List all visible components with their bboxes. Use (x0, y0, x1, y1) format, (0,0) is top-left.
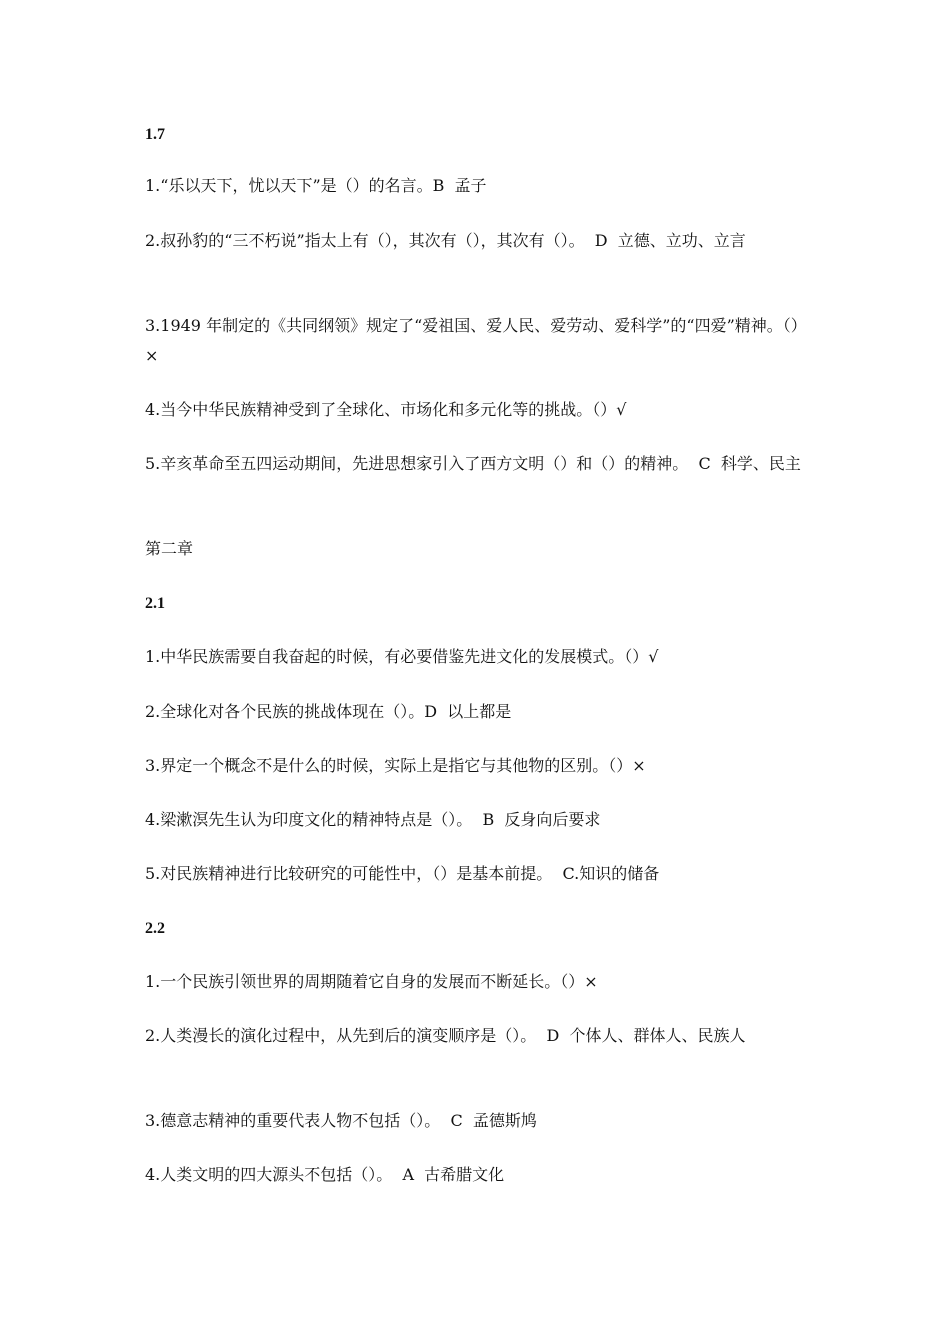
question-1-7-3: 3.1949 年制定的《共同纲领》规定了“爱祖国、爱人民、爱劳动、爱科学”的“四爱”精神。（）× (145, 316, 807, 365)
question-2-1-2: 2.全球化对各个民族的挑战体现在（）。D 以上都是 (145, 702, 512, 721)
question-2-2-3: 3.德意志精神的重要代表人物不包括（）。 C 孟德斯鸠 (145, 1111, 537, 1130)
question-2-2-1: 1.一个民族引领世界的周期随着它自身的发展而不断延长。（）× (145, 972, 598, 991)
question-2-1-5: 5.对民族精神进行比较研究的可能性中，（）是基本前提。 C.知识的储备 (145, 864, 660, 883)
question-1-7-4: 4.当今中华民族精神受到了全球化、市场化和多元化等的挑战。（）√ (145, 400, 627, 419)
question-1-7-5: 5.辛亥革命至五四运动期间，先进思想家引入了西方文明（）和（）的精神。 C 科学、民主 (145, 454, 801, 473)
question-1-7-1: 1.“乐以天下，忧以天下”是（）的名言。B 孟子 (145, 176, 487, 195)
question-2-1-4: 4.梁漱溟先生认为印度文化的精神特点是（）。 B 反身向后要求 (145, 810, 601, 829)
question-2-1-1: 1.中华民族需要自我奋起的时候，有必要借鉴先进文化的发展模式。（）√ (145, 647, 659, 666)
question-1-7-2: 2.叔孙豹的“三不朽说”指太上有（），其次有（），其次有（）。 D 立德、立功、立言 (145, 231, 746, 250)
question-2-2-2: 2.人类漫长的演化过程中，从先到后的演变顺序是（）。 D 个体人、群体人、民族人 (145, 1026, 746, 1045)
question-2-2-4: 4.人类文明的四大源头不包括（）。 A 古希腊文化 (145, 1165, 505, 1184)
section-heading-2-2: 2.2 (145, 920, 165, 937)
chapter-title: 第二章 (145, 539, 194, 558)
section-heading-1-7: 1.7 (145, 126, 165, 143)
question-2-1-3: 3.界定一个概念不是什么的时候，实际上是指它与其他物的区别。（）× (145, 756, 646, 775)
section-heading-2-1: 2.1 (145, 595, 165, 612)
